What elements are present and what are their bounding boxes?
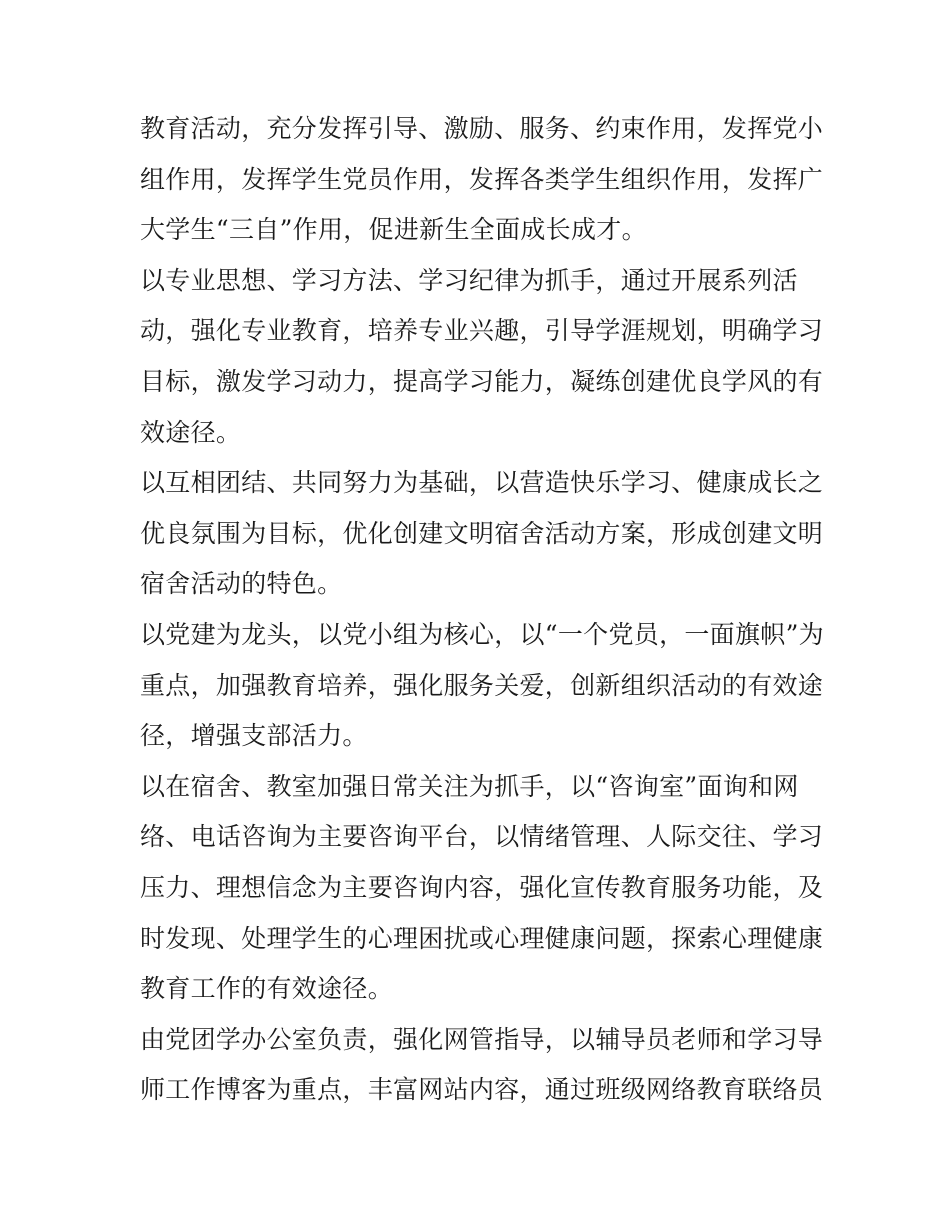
text-line: 重点，加强教育培养，强化服务关爱，创新组织活动的有效途: [140, 670, 824, 700]
text-line: 径，增强支部活力。: [140, 721, 368, 751]
text-line: 以专业思想、学习方法、学习纪律为抓手，通过开展系列活: [140, 265, 798, 295]
paragraph: [140, 104, 824, 256]
text-line: 优良氛围为目标，优化创建文明宿舍活动方案，形成创建文明: [140, 518, 824, 548]
text-line: 教育工作的有效途径。: [140, 974, 394, 1004]
paragraph: [140, 458, 824, 610]
text-line: 以在宿舍、教室加强日常关注为抓手，以“咨询室”面询和网: [140, 771, 799, 801]
document-body: [140, 104, 824, 1116]
text-line: 以互相团结、共同努力为基础，以营造快乐学习、健康成长之: [140, 468, 824, 498]
text-line: 动，强化专业教育，培养专业兴趣，引导学涯规划，明确学习: [140, 316, 824, 346]
text-line: 宿舍活动的特色。: [140, 569, 343, 599]
text-line: 师工作博客为重点，丰富网站内容，通过班级网络教育联络员: [140, 1075, 824, 1105]
text-line: 压力、理想信念为主要咨询内容，强化宣传教育服务功能，及: [140, 872, 824, 902]
text-line: 以党建为龙头，以党小组为核心，以“一个党员，一面旗帜”为: [140, 619, 824, 649]
text-line: 时发现、处理学生的心理困扰或心理健康问题，探索心理健康: [140, 923, 824, 953]
text-line: 目标，激发学习动力，提高学习能力，凝练创建优良学风的有: [140, 366, 824, 396]
paragraph: [140, 1015, 824, 1116]
paragraph: [140, 610, 824, 762]
paragraph: [140, 762, 824, 1015]
text-line: 大学生“三自”作用，促进新生全面成长成才。: [140, 215, 647, 245]
paragraph: [140, 256, 824, 458]
text-line: 络、电话咨询为主要咨询平台，以情绪管理、人际交往、学习: [140, 822, 824, 852]
text-line: 组作用，发挥学生党员作用，发挥各类学生组织作用，发挥广: [140, 164, 824, 194]
text-line: 效途径。: [140, 417, 242, 447]
text-line: 教育活动，充分发挥引导、激励、服务、约束作用，发挥党小: [140, 114, 824, 143]
text-line: 由党团学办公室负责，强化网管指导，以辅导员老师和学习导: [140, 1024, 824, 1054]
